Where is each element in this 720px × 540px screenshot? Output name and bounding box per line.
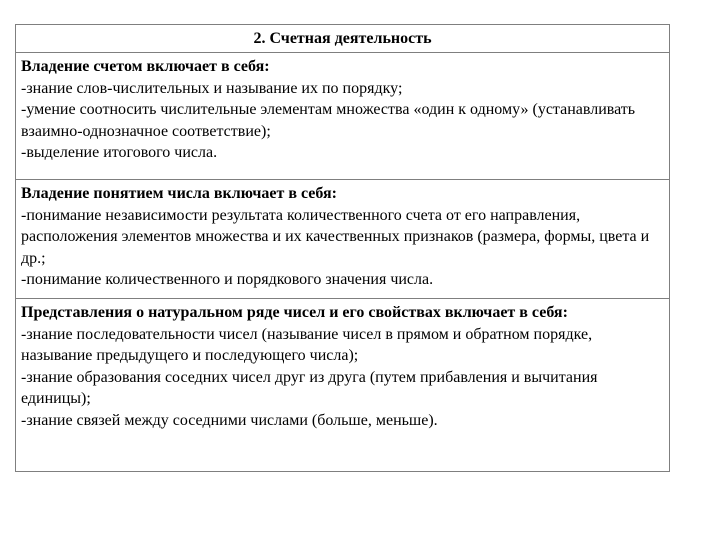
section-cell-number-concept [16,180,670,299]
section-cell-natural-series [16,299,670,472]
activity-table [15,24,670,472]
section-item: -знание последовательности чисел (называние чисел в прямом и обратном порядке, называние предыдущего и последующего числа); [21,325,593,364]
section-heading: Владение понятием числа включает в себя: [21,185,337,202]
table-row [16,53,670,180]
section-item: -знание слов-числительных и называние их по порядку; [21,79,403,97]
section-item: -умение соотносить числительные элементам множества «один к одному» (устанавливать взаимно-однозначное соответствие); [21,101,636,140]
section-item: -понимание количественного и порядкового значения числа. [21,271,434,288]
table-header-row [16,25,670,53]
section-item: -понимание независимости результата количественного счета от его направления, расположения элементов множества и их качественных признаков (размера, формы, цвета и др.; [21,206,650,267]
table-title: 2. Счетная деятельность [16,25,670,53]
section-item: -знание связей между соседними числами (больше, меньше). [21,411,438,429]
table-row [16,299,670,472]
section-item: -выделение итогового числа. [21,144,218,161]
section-item: -знание образования соседних чисел друг из друга (путем прибавления и вычитания единицы); [21,368,598,407]
section-cell-counting [16,53,670,180]
table-row [16,180,670,299]
section-heading: Владение счетом включает в себя: [21,58,270,75]
section-heading: Представления о натуральном ряде чисел и его свойствах включает в себя: [21,304,568,321]
